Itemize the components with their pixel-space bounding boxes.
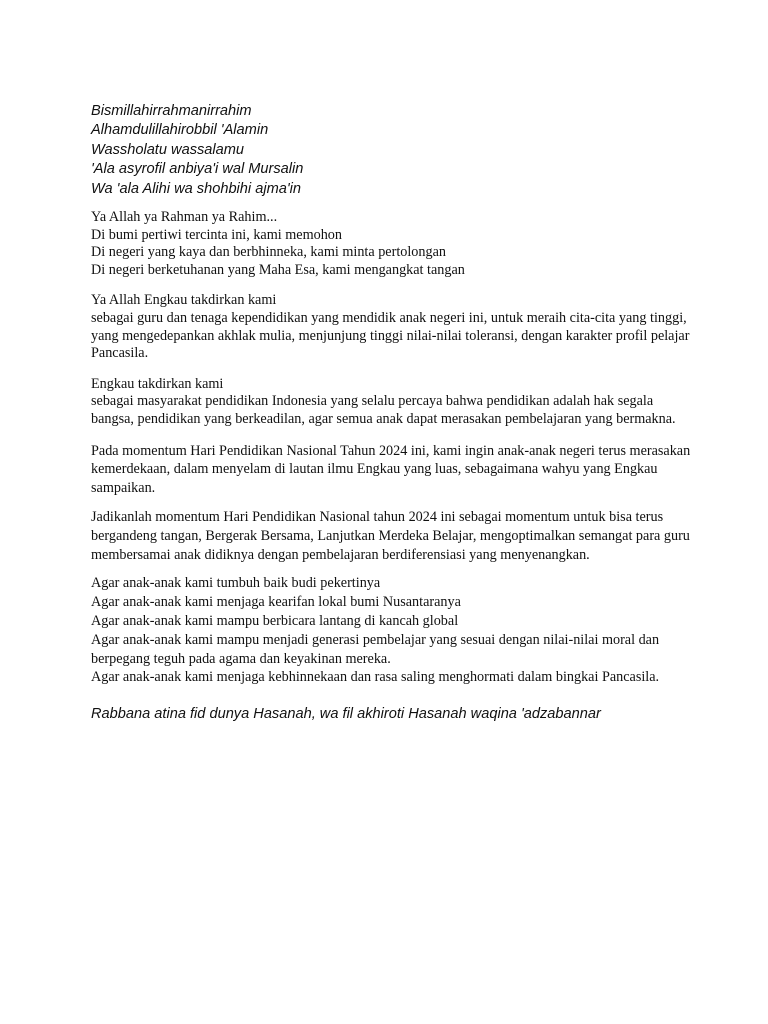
paragraph-line: Pada momentum Hari Pendidikan Nasional Tahun 2024 ini, kami ingin anak-anak negeri terus merasakan kemerdekaan, dalam menyelam di lautan ilmu Engkau yang luas, sebagaimana wahyu yang Engkau sampaikan.: [91, 442, 691, 497]
paragraph-line: Engkau takdirkan kami: [91, 375, 224, 392]
prayer-paragraph: [91, 508, 691, 564]
opening-salutation: [91, 102, 691, 199]
opening-line: 'Ala asyrofil anbiya'i wal Mursalin: [91, 161, 304, 178]
paragraph-line: Agar anak-anak kami menjaga kebhinnekaan dan rasa saling menghormati dalam bingkai Pancasila.: [91, 669, 660, 686]
paragraph-line: Ya Allah Engkau takdirkan kami: [91, 292, 277, 309]
prayer-paragraph: [91, 292, 691, 362]
paragraph-line: Agar anak-anak kami tumbuh baik budi pekertinya: [91, 575, 381, 592]
prayer-paragraph: [91, 209, 691, 279]
prayer-paragraph: [91, 376, 691, 429]
paragraph-line: Jadikanlah momentum Hari Pendidikan Nasional tahun 2024 ini sebagai momentum untuk bisa terus bergandeng tangan, Bergerak Bersama, Lanjutkan Merdeka Belajar, mengoptimalkan semangat para guru membersamai anak didiknya dengan pembelajaran berdiferensiasi yang menyenangkan.: [91, 508, 690, 563]
opening-line: Wassholatu wassalamu: [91, 141, 245, 158]
paragraph-line: Ya Allah ya Rahman ya Rahim...: [91, 209, 278, 226]
paragraph-line: Di negeri yang kaya dan berbhinneka, kami minta pertolongan: [91, 244, 446, 261]
paragraph-line: Di negeri berketuhanan yang Maha Esa, kami mengangkat tangan: [91, 261, 465, 278]
paragraph-line: sebagai masyarakat pendidikan Indonesia yang selalu percaya bahwa pendidikan adalah hak segala bangsa, pendidikan yang berkeadilan, agar semua anak dapat merasakan pembelajaran yang bermakna.: [91, 393, 676, 427]
paragraph-line: sebagai guru dan tenaga kependidikan yang mendidik anak negeri ini, untuk meraih cita-cita yang tinggi, yang mengedepankan akhlak mulia, menjunjung tinggi nilai-nilai toleransi, dengan karakter profil pelajar Pancasila.: [91, 310, 690, 362]
document-page: [91, 102, 691, 724]
paragraph-line: Agar anak-anak kami mampu berbicara lantang di kancah global: [91, 612, 459, 629]
prayer-paragraph: [91, 574, 691, 687]
opening-line: Wa 'ala Alihi wa shohbihi ajma'in: [91, 180, 301, 197]
paragraph-line: Di bumi pertiwi tercinta ini, kami memohon: [91, 226, 342, 243]
prayer-paragraph: [91, 442, 691, 498]
opening-line: Bismillahirrahmanirrahim: [91, 103, 252, 119]
opening-line: Alhamdulillahirobbil 'Alamin: [91, 122, 269, 139]
paragraph-line: Agar anak-anak kami mampu menjadi generasi pembelajar yang sesuai dengan nilai-nilai moral dan berpegang teguh pada agama dan keyakinan mereka.: [91, 631, 660, 667]
paragraph-line: Agar anak-anak kami menjaga kearifan lokal bumi Nusantaranya: [91, 594, 461, 611]
closing-prayer: Rabbana atina fid dunya Hasanah, wa fil akhiroti Hasanah waqina 'adzabannar: [91, 706, 601, 723]
